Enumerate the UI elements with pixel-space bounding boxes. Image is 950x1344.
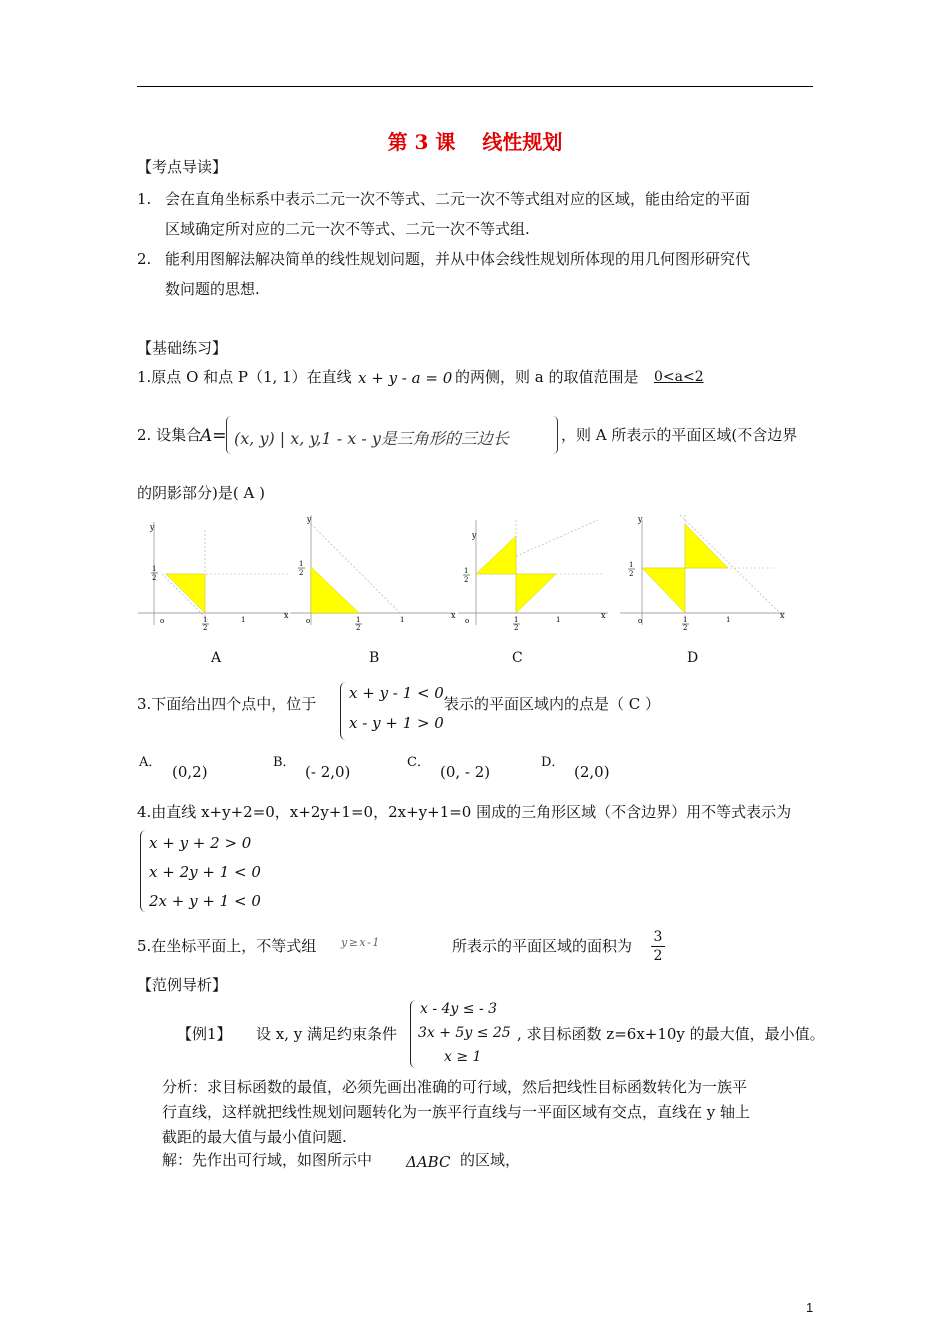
example1-constraint-1: x - 4y ≤ - 3 xyxy=(420,1001,498,1017)
q4-ineq-1: x + y + 2 > 0 xyxy=(149,834,252,852)
example1-analysis-2: 行直线，这样就把线性规划问题转化为一族平行直线与一平面区域有交点，直线在 y 轴上 xyxy=(162,1103,751,1121)
x-one-label: 1 xyxy=(556,616,561,624)
q3-opt-b-value: (- 2,0) xyxy=(305,763,351,781)
x-half-den: 2 xyxy=(356,624,361,630)
q3-suffix: 表示的平面区域内的点是（ C ） xyxy=(444,695,661,713)
page-number: 1 xyxy=(806,1300,814,1315)
graph-option-c xyxy=(458,510,613,635)
q3-opt-d-value: (2,0) xyxy=(574,763,610,781)
graph-label-a: A xyxy=(211,650,222,666)
example1-analysis-1: 分析：求目标函数的最值，必须先画出准确的可行域，然后把线性目标函数转化为一族平 xyxy=(162,1078,748,1096)
q3-ineq-1: x + y - 1 < 0, xyxy=(349,684,449,702)
kaodian-2-line1: 能利用图解法解决简单的线性规划问题，并从中体会线性规划所体现的用几何图形研究代 xyxy=(165,250,751,268)
x-half-den: 2 xyxy=(514,624,519,632)
x-one-label: 1 xyxy=(726,616,731,624)
example1-constraint-2: 3x + 5y ≤ 25 xyxy=(418,1025,511,1041)
q2-line2: 的阴影部分)是( A ) xyxy=(137,484,265,502)
y-label: y xyxy=(307,515,312,524)
q2-set-name: A= xyxy=(200,426,227,446)
q5-prefix: 5.在坐标平面上，不等式组 xyxy=(137,937,317,955)
example1-brace xyxy=(410,1000,417,1068)
q5-answer-num: 3 xyxy=(653,929,663,945)
graph-label-b: B xyxy=(369,650,380,666)
example1-suffix: , 求目标函数 z=6x+10y 的最大值，最小值。 xyxy=(517,1025,825,1043)
shaded-region-lower xyxy=(516,574,556,613)
q2-suffix: ，则 A 所表示的平面区域(不含边界 xyxy=(561,426,798,444)
q4-brace xyxy=(140,830,147,912)
shaded-region-upper xyxy=(685,524,728,568)
x-label: x xyxy=(780,611,785,620)
example1-solution-prefix: 解：先作出可行域，如图所示中 xyxy=(162,1151,373,1169)
example1-label: 【例1】 xyxy=(177,1025,232,1043)
y-half-den: 2 xyxy=(152,574,157,582)
kaodian-num-2: 2. xyxy=(137,250,152,268)
q3-opt-a-label: A． xyxy=(139,755,162,770)
y-half-den: 2 xyxy=(629,570,634,578)
y-half-num: 1 xyxy=(299,560,304,568)
q1-answer: 0<a<2 xyxy=(654,369,704,385)
q3-opt-d-label: D． xyxy=(541,755,565,770)
y-label: y xyxy=(638,515,643,524)
graph-label-d: D xyxy=(687,650,699,666)
shaded-region-lower xyxy=(642,568,685,613)
section-jichu: 【基础练习】 xyxy=(137,339,228,357)
graph-option-d xyxy=(620,510,790,635)
example1-solution-suffix: 的区域， xyxy=(460,1151,521,1169)
shaded-region xyxy=(311,567,359,613)
shaded-region-upper xyxy=(476,536,516,574)
x-label: x xyxy=(601,611,606,620)
q5-answer-fraction xyxy=(651,928,665,965)
kaodian-1-line1: 会在直角坐标系中表示二元一次不等式、二元一次不等式组对应的区域，能由给定的平面 xyxy=(165,190,751,208)
origin-label: o xyxy=(160,617,165,625)
q5-answer-den: 2 xyxy=(651,946,665,965)
y-half-den: 2 xyxy=(464,576,469,584)
q5-system: y ≥ x - 1 xyxy=(341,936,379,949)
origin-label: o xyxy=(306,617,311,625)
q3-prefix: 3.下面给出四个点中，位于 xyxy=(137,695,317,713)
q4-text: 4.由直线 x+y+2=0，x+2y+1=0，2x+y+1=0 围成的三角形区域（不含边界）用不等式表示为 xyxy=(137,803,792,821)
kaodian-num-1: 1. xyxy=(137,190,152,208)
q1-suffix: 的两侧，则 a 的取值范围是 xyxy=(455,368,639,386)
example1-prefix: 设 x, y 满足约束条件 xyxy=(256,1025,398,1043)
q2-set-content: (x, y) | x, y,1 - x - y是三角形的三边长 xyxy=(234,429,509,448)
origin-label: o xyxy=(638,617,643,625)
x-label: x xyxy=(284,611,289,620)
q3-opt-a-value: (0,2) xyxy=(172,763,208,781)
x-half-den: 2 xyxy=(203,624,208,630)
q5-suffix: 所表示的平面区域的面积为 xyxy=(452,937,633,955)
x-half-den: 2 xyxy=(683,624,688,632)
example1-constraint-3: x ≥ 1 xyxy=(444,1049,482,1065)
example1-solution-math: ΔABC xyxy=(406,1153,451,1171)
page-title: 第 3 课 线性规划 xyxy=(387,130,563,154)
q3-opt-c-value: (0, - 2) xyxy=(440,763,491,781)
q3-ineq-2: x - y + 1 > 0 xyxy=(349,714,444,732)
x-half-num: 1 xyxy=(514,616,519,624)
q3-opt-c-label: C． xyxy=(407,755,430,770)
section-kaodian: 【考点导读】 xyxy=(137,158,228,176)
q3-brace xyxy=(340,682,347,740)
y-half-num: 1 xyxy=(629,561,634,569)
shaded-region xyxy=(166,574,205,613)
origin-label: o xyxy=(465,617,470,625)
q2-prefix: 2. 设集合 xyxy=(137,426,202,444)
graph-label-c: C xyxy=(512,650,523,666)
q4-ineq-3: 2x + y + 1 < 0 xyxy=(149,892,261,910)
x-half-num: 1 xyxy=(356,616,361,624)
example1-analysis-3: 截距的最大值与最小值问题. xyxy=(162,1128,347,1146)
q4-ineq-2: x + 2y + 1 < 0 xyxy=(149,863,261,881)
x-one-label: 1 xyxy=(400,616,405,624)
x-one-label: 1 xyxy=(241,616,246,624)
q1-line-equation: x + y - a = 0 xyxy=(358,369,453,387)
x-label: x xyxy=(451,611,456,620)
kaodian-2-line2: 数问题的思想. xyxy=(165,280,260,298)
kaodian-1-line2: 区域确定所对应的二元一次不等式、二元一次不等式组. xyxy=(165,220,530,238)
q3-opt-b-label: B． xyxy=(273,755,296,770)
q1-prefix: 1.原点 O 和点 P（1, 1）在直线 xyxy=(137,368,352,386)
graph-option-a xyxy=(138,510,298,630)
x-half-num: 1 xyxy=(203,616,208,624)
y-half-num: 1 xyxy=(152,565,157,573)
y-label: y xyxy=(150,523,155,532)
top-rule xyxy=(137,86,813,87)
y-label: y xyxy=(472,531,477,540)
y-half-den: 2 xyxy=(299,569,304,577)
section-fanli: 【范例导析】 xyxy=(137,976,228,994)
x-half-num: 1 xyxy=(683,616,688,624)
y-half-num: 1 xyxy=(464,567,469,575)
graph-option-b xyxy=(290,510,460,630)
